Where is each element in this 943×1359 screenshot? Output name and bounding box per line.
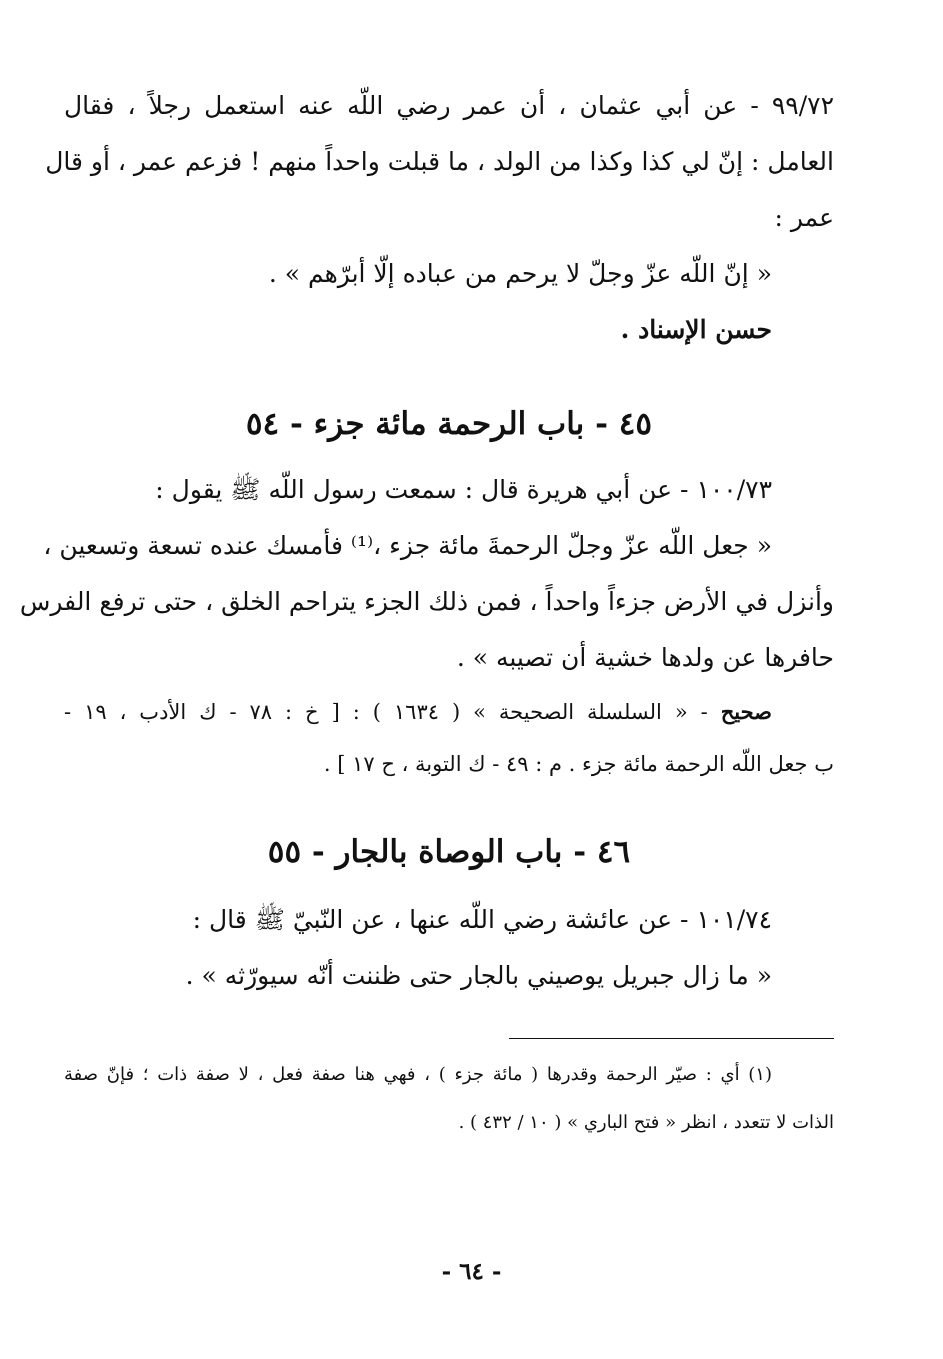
hadith-74-line-1: ١٠١/٧٤ - عن عائشة رضي اللّه عنها ، عن النّبيّ ﷺ قال : bbox=[192, 905, 772, 934]
spacer bbox=[64, 358, 834, 392]
spacer bbox=[64, 884, 834, 892]
hadith-73-line-2: « جعل اللّه عزّ وجلّ الرحمةَ مائة جزء ،⁽¹⁾ فأمسك عنده تسعة وتسعين ، bbox=[43, 531, 772, 560]
spacer bbox=[64, 1039, 834, 1051]
hadith-73-grade-source: - « السلسلة الصحيحة » ( ١٦٣٤ ) : [ خ : ٧٨ - ك الأدب ، ١٩ - bbox=[64, 700, 708, 724]
chapter-46-heading: ٤٦ - باب الوصاة بالجار - ٥٥ bbox=[267, 834, 631, 870]
page-number: - ٦٤ - bbox=[441, 1258, 502, 1285]
hadith-74 bbox=[64, 892, 834, 1004]
hadith-73-line-1: ١٠٠/٧٣ - عن أبي هريرة قال : سمعت رسول اللّه ﷺ يقول : bbox=[155, 475, 772, 504]
hadith-73-line-4: حافرها عن ولدها خشية أن تصيبه » . bbox=[456, 643, 834, 672]
hadith-72-line-3: عمر : bbox=[774, 203, 834, 232]
spacer bbox=[64, 790, 834, 820]
hadith-72-line-2: العامل : إنّ لي كذا وكذا من الولد ، ما قبلت واحداً منهم ! فزعم عمر ، أو قال bbox=[45, 147, 834, 176]
hadith-73-line-3: وأنزل في الأرض جزءاً واحداً ، فمن ذلك الجزء يتراحم الخلق ، حتى ترفع الفرس bbox=[19, 587, 834, 616]
chapter-45-heading: ٤٥ - باب الرحمة مائة جزء - ٥٤ bbox=[245, 406, 653, 442]
hadith-72 bbox=[45, 78, 834, 358]
hadith-73 bbox=[19, 462, 834, 790]
hadith-72-line-1: ٩٩/٧٢ - عن أبي عثمان ، أن عمر رضي اللّه عنه استعمل رجلاً ، فقال bbox=[64, 91, 834, 120]
hadith-74-line-2: « ما زال جبريل يوصيني بالجار حتى ظننت أنّه سيورّثه » . bbox=[185, 961, 772, 990]
hadith-72-grade: حسن الإسناد . bbox=[620, 315, 772, 344]
hadith-72-quote: « إنّ اللّه عزّ وجلّ لا يرحم من عباده إلّا أبرّهم » . bbox=[268, 259, 772, 288]
hadith-73-grade-line-1 bbox=[64, 686, 834, 738]
footnote-line-2: الذات لا تتعدد ، انظر « فتح الباري » ( ١٠ / ٤٣٢ ) . bbox=[458, 1112, 834, 1133]
footnote bbox=[64, 1051, 834, 1147]
hadith-73-grade-label: صحيح bbox=[720, 699, 772, 724]
hadith-73-grade-line-2: ب جعل اللّه الرحمة مائة جزء . م : ٤٩ - ك التوبة ، ح ١٧ ] . bbox=[323, 752, 834, 776]
spacer bbox=[64, 1004, 834, 1038]
footnote-line-1: (١) أي : صيّر الرحمة وقدرها ( مائة جزء ) ، فهي هنا صفة فعل ، لا صفة ذات ؛ فإنّ صفة bbox=[64, 1064, 772, 1085]
book-page bbox=[19, 78, 834, 1147]
